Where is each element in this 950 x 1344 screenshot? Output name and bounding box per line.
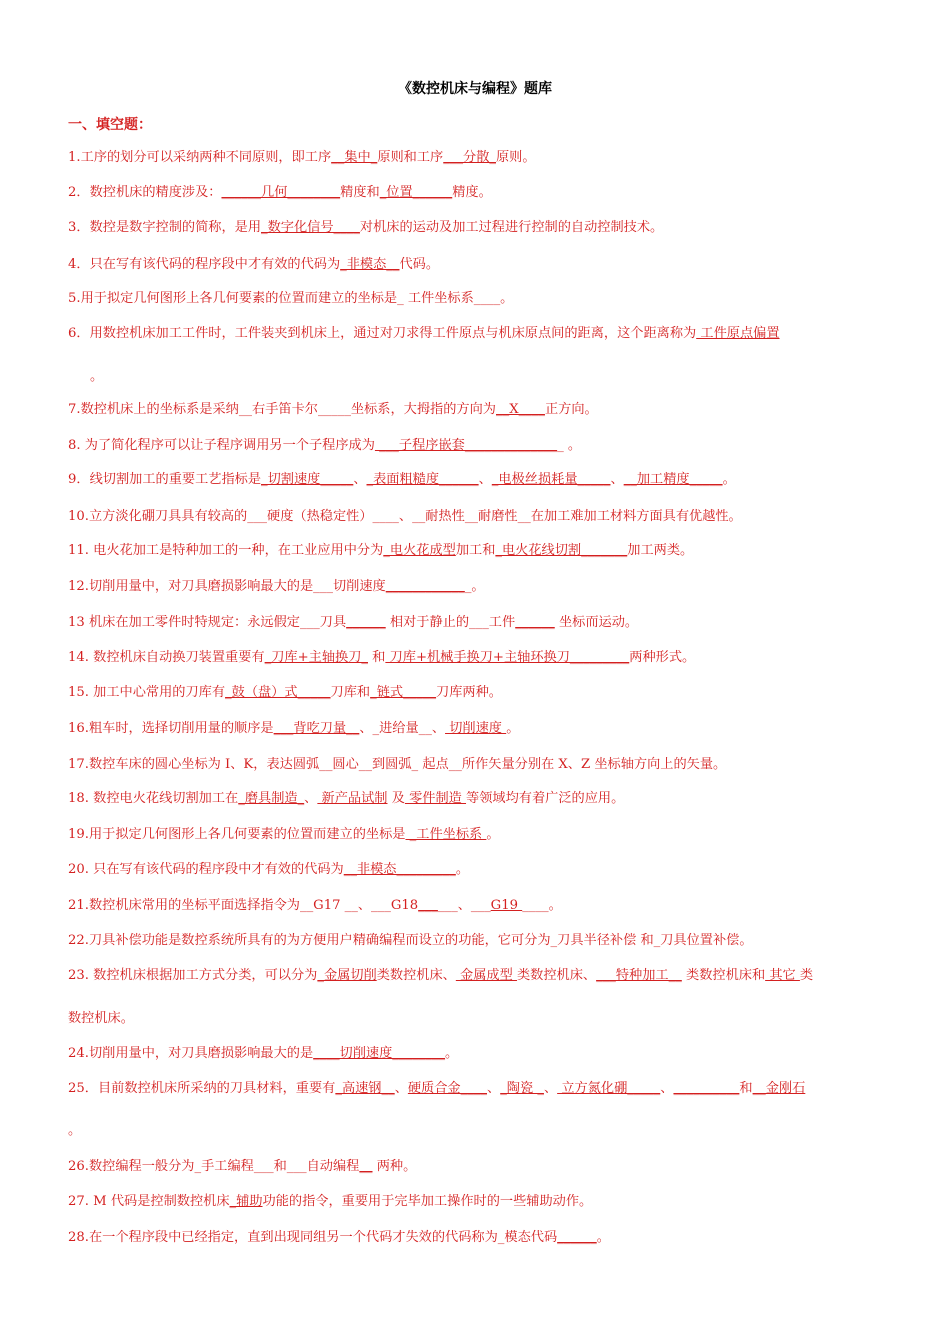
question-line [68, 1229, 888, 1247]
answer-blank: _辅助 [229, 1194, 263, 1209]
question-line [68, 437, 888, 455]
question-line [68, 790, 888, 808]
question-text: ____。 [522, 898, 562, 913]
question-text: 10.立方淡化硼刀具具有较高的___硬度（热稳定性）____、__耐热性__耐磨性__在加工难加工材料方面具有优越性。 [68, 509, 742, 524]
answer-blank: __非模态_________ [343, 862, 456, 877]
question-text: 18. 数控电火花线切割加工在 [68, 791, 239, 806]
question-line [68, 401, 888, 419]
answer-blank: _切割速度_____ [261, 472, 354, 487]
answer-blank: _非模态__ [340, 257, 400, 272]
answer-blank: _数字化信号____ [261, 220, 360, 235]
question-text: 两种形式。 [629, 650, 696, 665]
question-text: 、 [660, 1081, 674, 1096]
answer-blank: ____________ [385, 579, 465, 594]
question-text: 28.在一个程序段中已经指定，直到出现同组另一个代码才失效的代码称为_模态代码 [68, 1230, 558, 1245]
answer-blank: ______ [557, 1230, 597, 1245]
question-text: 1.工序的划分可以采纳两种不同原则，即工序 [68, 150, 332, 165]
question-text: 2．数控机床的精度涉及： [68, 185, 222, 200]
answer-blank: 刀库+机械手换刀+主轴环换刀_________ [385, 650, 630, 665]
question-text: 加工两类。 [627, 543, 694, 558]
line-continuation: 。 [90, 369, 104, 384]
answer-blank: __集中_ [331, 150, 378, 165]
answer-blank: ______ [515, 615, 555, 630]
question-text: 、 [543, 1081, 558, 1096]
question-text: 和 [739, 1081, 753, 1096]
question-text: 对机床的运动及加工过程进行控制的自动控制技术。 [359, 220, 664, 235]
question-text: 等领域均有着广泛的应用。 [466, 791, 625, 806]
question-line [68, 826, 888, 844]
question-text: 、 [478, 472, 492, 487]
answer-blank: 零件制造 [404, 791, 467, 806]
question-text: 、_进给量__、 [359, 721, 446, 736]
question-line [68, 184, 888, 202]
question-line [68, 967, 888, 985]
question-line [68, 1080, 888, 1098]
document-title: 《数控机床与编程》题库 [398, 81, 552, 97]
question-line [68, 897, 888, 915]
question-line [68, 720, 888, 738]
question-line [68, 149, 888, 167]
question-text: 刀库和 [330, 685, 371, 700]
question-line [68, 471, 888, 489]
question-line [68, 1193, 888, 1211]
question-line [68, 290, 888, 308]
question-text: 和 [367, 650, 386, 665]
section-heading: 一、填空题： [68, 117, 152, 133]
answer-blank: 硬质合金____ [407, 1081, 487, 1096]
answer-blank: 工件原点偏置 [696, 326, 780, 341]
question-line [68, 932, 888, 950]
question-text: 、 [304, 791, 318, 806]
question-text: 相对于静止的___工件 [385, 615, 516, 630]
answer-blank: _位置______ [379, 185, 453, 200]
answer-blank: _链式_____ [370, 685, 437, 700]
answer-blank: ___特种加工__ [596, 968, 682, 983]
question-text: 17.数控车床的圆心坐标为 I、K，表达圆弧__圆心__到圆弧_ 起点__所作矢量分别在 X、Z 坐标轴方向上的矢量。 [68, 757, 727, 772]
answer-blank: _陶瓷 _ [500, 1081, 544, 1096]
question-text: 12.切削用量中，对刀具磨损影响最大的是___切削速度 [68, 579, 386, 594]
question-text: 4．只在写有该代码的程序段中才有效的代码为 [68, 257, 341, 272]
question-line [68, 684, 888, 702]
question-text: 、 [487, 1081, 501, 1096]
answer-blank: G19 [490, 898, 523, 913]
answer-blank: __ [359, 1159, 373, 1174]
question-text: 类数控机床、 [516, 968, 597, 983]
question-text: 原则和工序 [377, 150, 444, 165]
answer-blank: __金刚石 [752, 1081, 806, 1096]
question-line [68, 256, 888, 274]
question-text: 20. 只在写有该代码的程序段中才有效的代码为 [68, 862, 344, 877]
answer-blank: 切削速度 [445, 721, 507, 736]
question-text: 26.数控编程一般分为_手工编程___和___自动编程 [68, 1159, 360, 1174]
line-continuation: 。 [68, 1123, 82, 1138]
question-text: 24.切削用量中，对刀具磨损影响最大的是 [68, 1046, 314, 1061]
question-text: _ 。 [557, 438, 582, 453]
question-line [68, 861, 888, 879]
question-text: 8. 为了简化程序可以让子程序调用另一个子程序成为 [68, 438, 375, 453]
question-text: 原则。 [496, 150, 536, 165]
question-text: 22.刀具补偿功能是数控系统所具有的为方便用户精确编程而设立的功能，它可分为_刀具半径补偿 和_刀具位置补偿。 [68, 933, 753, 948]
question-text: 6．用数控机床加工工件时，工件装夹到机床上，通过对刀求得工件原点与机床原点间的距离，这个距离称为 [68, 326, 697, 341]
question-text: 坐标而运动。 [554, 615, 639, 630]
question-text: 27. M 代码是控制数控机床 [68, 1194, 230, 1209]
answer-blank: 新产品试制 [317, 791, 388, 806]
question-text: 类数控机床和 [681, 968, 766, 983]
answer-blank: 其它 [765, 968, 800, 983]
question-text: 。 [596, 1230, 610, 1245]
question-line [68, 542, 888, 560]
answer-blank: _电火花线切割_______ [495, 543, 628, 558]
question-line [68, 649, 888, 667]
answer-blank: _表面粗糙度______ [366, 472, 479, 487]
question-text: 、 [394, 1081, 408, 1096]
question-text: 。 [506, 721, 520, 736]
question-text: 23. 数控机床根据加工方式分类，可以分为 [68, 968, 318, 983]
answer-blank: __________ [673, 1081, 740, 1096]
question-line [68, 614, 888, 632]
question-text: 19.用于拟定几何图形上各几何要素的位置而建立的坐标是 [68, 827, 406, 842]
answer-blank: ___子程序嵌套______________ [374, 438, 558, 453]
question-text: 正方向。 [544, 402, 598, 417]
question-text: 25．目前数控机床所采纳的刀具材料，重要有 [68, 1081, 336, 1096]
question-text: 13 机床在加工零件时特规定：永远假定___刀具 [68, 615, 347, 630]
answer-blank: ___背吃刀量__ [273, 721, 360, 736]
question-line [68, 508, 888, 526]
question-text: 、 [610, 472, 624, 487]
answer-blank: __加工精度_____ [623, 472, 723, 487]
answer-blank: 金属成型 [455, 968, 517, 983]
answer-blank: _电极丝损耗量_____ [491, 472, 611, 487]
answer-blank: ___分散_ [443, 150, 496, 165]
question-text: 精度。 [452, 185, 492, 200]
question-text: 。 [722, 472, 736, 487]
question-text: 代码。 [399, 257, 440, 272]
question-line [68, 325, 888, 343]
question-line [68, 1010, 888, 1028]
question-text: 。 [455, 862, 470, 877]
question-text: 14. 数控机床自动换刀装置重要有 [68, 650, 265, 665]
question-text: 9．线切割加工的重要工艺指标是 [68, 472, 262, 487]
answer-blank: _高速钢__ [335, 1081, 395, 1096]
answer-blank: __X____ [496, 402, 545, 417]
question-line [68, 1158, 888, 1176]
question-text: 数控机床。 [68, 1011, 134, 1026]
question-text: 两种。 [372, 1159, 417, 1174]
question-text: 及 [387, 791, 405, 806]
question-text: 功能的指令，重要用于完毕加工操作时的一些辅助动作。 [262, 1194, 593, 1209]
question-text: 21.数控机床常用的坐标平面选择指令为__G17 __、___G18 [68, 898, 419, 913]
question-text: 。 [486, 827, 500, 842]
answer-blank: ___ [418, 898, 438, 913]
question-line [68, 578, 888, 596]
answer-blank: 立方氮化硼_____ [557, 1081, 661, 1096]
answer-blank: _金属切削 [317, 968, 377, 983]
answer-blank: ____切削速度________ [313, 1046, 446, 1061]
answer-blank: _电火花成型 [383, 543, 456, 558]
question-text: 类数控机床、 [376, 968, 456, 983]
question-text: 。 [445, 1046, 459, 1061]
answer-blank: _刀库+主轴换刀_ [264, 650, 368, 665]
question-text: _。 [464, 579, 485, 594]
question-text: ___、___ [437, 898, 491, 913]
question-text: 精度和 [340, 185, 380, 200]
answer-blank: _鼓（盘）式_____ [225, 685, 331, 700]
question-line [68, 1045, 888, 1063]
question-text: 15. 加工中心常用的刀库有 [68, 685, 226, 700]
answer-blank: _磨具制造_ [238, 791, 305, 806]
question-text: 加工和 [455, 543, 496, 558]
question-text: 11. 电火花加工是特种加工的一种，在工业应用中分为 [68, 543, 384, 558]
question-text: 刀库两种。 [436, 685, 502, 700]
question-text: 、 [353, 472, 367, 487]
answer-blank: ______几何________ [221, 185, 341, 200]
answer-blank: ______ [346, 615, 386, 630]
question-text: 类 [799, 968, 814, 983]
question-text: 5.用于拟定几何图形上各几何要素的位置而建立的坐标是_ 工件坐标系____。 [68, 291, 514, 306]
answer-blank: _工件坐标系 [405, 827, 487, 842]
question-line [68, 756, 888, 774]
question-text: 3．数控是数字控制的简称，是用 [68, 220, 262, 235]
question-text: 16.粗车时，选择切削用量的顺序是 [68, 721, 274, 736]
question-line [68, 219, 888, 237]
question-text: 7.数控机床上的坐标系是采纳__右手笛卡尔_____坐标系，大拇指的方向为 [68, 402, 496, 417]
